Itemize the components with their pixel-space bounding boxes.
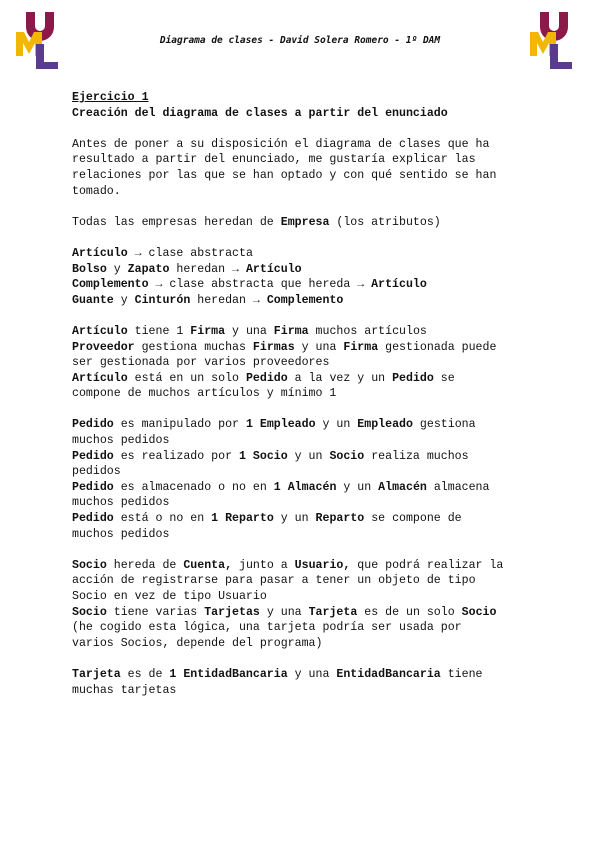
text-segment: y un — [273, 512, 316, 526]
class-name: Usuario, — [294, 558, 351, 572]
class-name: Almacén — [378, 480, 427, 494]
class-name: 1 Reparto — [211, 512, 274, 526]
text-segment: gestionada puede — [378, 340, 497, 354]
class-name: Pedido — [72, 480, 114, 494]
text-segment: muchas tarjetas — [72, 683, 177, 697]
class-name: 1 Socio — [238, 449, 288, 463]
text-segment: pedidos — [72, 465, 121, 479]
text-segment: tiene — [440, 667, 483, 681]
class-name: Socio — [72, 605, 107, 619]
text-segment: (los atributos) — [329, 215, 441, 229]
class-name: Guante — [72, 293, 114, 307]
class-name: Tarjetas — [204, 605, 260, 619]
document-body — [72, 90, 542, 698]
text-line — [72, 511, 542, 527]
intro-line: Antes de poner a su disposición el diagrama de clases que ha — [72, 137, 490, 151]
text-segment: heredan → — [190, 293, 267, 307]
text-segment: y un — [336, 480, 379, 494]
text-segment: almacena — [426, 480, 490, 494]
text-segment: hereda de — [106, 558, 184, 572]
class-name: Socio — [72, 558, 107, 572]
text-segment: compone de muchos artículos y mínimo 1 — [72, 387, 337, 401]
text-segment: y un — [315, 418, 358, 432]
text-segment: heredan → — [169, 262, 246, 276]
text-line — [72, 371, 542, 387]
text-segment: es realizado por — [113, 449, 239, 463]
text-segment: realiza muchos — [364, 449, 469, 463]
text-segment: muchos pedidos — [72, 434, 170, 448]
class-name: Socio — [329, 449, 365, 463]
intro-paragraph — [72, 137, 542, 199]
text-segment: gestiona muchas — [134, 340, 253, 354]
text-segment: → clase abstracta que hereda → — [148, 278, 372, 292]
text-segment: está o no en — [113, 512, 212, 526]
text-line — [72, 386, 542, 402]
class-name: Pedido — [72, 418, 114, 432]
text-line — [72, 573, 542, 589]
text-segment: y una — [287, 667, 337, 681]
text-line — [72, 636, 542, 652]
class-name: 1 Almacén — [273, 480, 337, 494]
text-segment: ser gestionada por varios proveedores — [72, 356, 330, 370]
hierarchy-block — [72, 246, 542, 308]
class-name: Artículo — [72, 324, 128, 338]
relations-pedido-block — [72, 417, 542, 542]
text-line — [72, 215, 542, 231]
class-name: Empleado — [357, 418, 413, 432]
text-segment: tiene 1 — [127, 324, 191, 338]
text-segment: Socio en vez de tipo Usuario — [72, 590, 267, 603]
text-segment: se compone de — [364, 512, 462, 526]
class-name: Socio — [461, 605, 497, 619]
exercise-title: Ejercicio 1 — [72, 91, 149, 104]
text-segment: a la vez y un — [287, 371, 393, 385]
class-name: Firmas — [252, 340, 295, 354]
class-name: Pedido — [72, 449, 114, 463]
text-segment: muchos pedidos — [72, 496, 170, 510]
text-line — [72, 683, 542, 699]
text-segment: es de — [120, 667, 170, 681]
text-segment: tiene varias — [106, 605, 205, 619]
text-segment: es almacenado o no en — [113, 480, 274, 494]
text-line — [72, 620, 542, 636]
class-name: EntidadBancaria — [336, 667, 441, 681]
text-line — [72, 433, 542, 449]
text-line — [72, 355, 542, 371]
class-name: Zapato — [127, 262, 170, 276]
relations-socio-block — [72, 558, 542, 652]
exercise-subtitle: Creación del diagrama de clases a partir del enunciado — [72, 106, 448, 120]
page-header: Diagrama de clases - David Solera Romero - 1º DAM — [159, 35, 441, 46]
class-name: 1 Empleado — [245, 418, 316, 432]
class-name: Artículo — [245, 262, 302, 276]
class-name: Firma — [343, 340, 379, 354]
text-segment: → clase abstracta — [127, 246, 253, 260]
class-name: Pedido — [245, 371, 288, 385]
class-name: Artículo — [72, 246, 128, 260]
class-name: Complemento — [72, 278, 149, 292]
class-name: Tarjeta — [308, 605, 358, 619]
text-segment: es de un solo — [357, 605, 462, 619]
text-segment: junto a — [232, 558, 295, 572]
text-line — [72, 417, 542, 433]
text-segment: muchos artículos — [308, 324, 427, 338]
intro-line: resultado a partir del enunciado, me gustaría explicar las — [72, 153, 476, 167]
class-name: Pedido — [392, 371, 434, 385]
class-name: Tarjeta — [72, 667, 121, 681]
intro-line: tomado. — [72, 184, 121, 198]
text-segment: y — [113, 293, 135, 307]
class-name: Proveedor — [72, 340, 135, 354]
text-segment: que podrá realizar la — [350, 558, 504, 572]
class-name: Artículo — [72, 371, 128, 385]
class-name: Firma — [273, 324, 309, 338]
text-line — [72, 246, 542, 262]
class-name: Cinturón — [134, 293, 191, 307]
class-name: Reparto — [315, 512, 365, 526]
class-name: Empresa — [280, 215, 330, 229]
text-line — [72, 495, 542, 511]
text-segment: es manipulado por — [113, 418, 246, 432]
text-segment: y un — [287, 449, 330, 463]
text-line — [72, 449, 542, 465]
text-line — [72, 589, 542, 605]
text-line — [72, 324, 542, 340]
text-line — [72, 527, 542, 543]
text-line — [72, 480, 542, 496]
text-segment: muchos pedidos — [72, 527, 170, 541]
text-line — [72, 605, 542, 621]
text-segment: y una — [259, 605, 309, 619]
text-line — [72, 293, 542, 309]
text-segment: acción de registrarse para pasar a tener un objeto de tipo — [72, 574, 476, 588]
text-segment: y — [106, 262, 128, 276]
text-line — [72, 667, 542, 683]
text-line — [72, 277, 542, 293]
class-name: Bolso — [72, 262, 107, 276]
text-segment: está en un solo — [127, 371, 246, 385]
text-segment: gestiona — [412, 418, 476, 432]
text-line — [72, 340, 542, 356]
text-segment: y una — [225, 324, 274, 338]
class-name: Artículo — [371, 278, 427, 292]
text-line — [72, 262, 542, 278]
class-name: Pedido — [72, 512, 114, 526]
text-line — [72, 464, 542, 480]
class-name: Firma — [190, 324, 226, 338]
class-name: Complemento — [266, 293, 344, 307]
intro-line: relaciones por las que se han optado y con qué sentido se han — [72, 168, 497, 182]
text-segment: se — [433, 371, 455, 385]
text-segment: y una — [294, 340, 344, 354]
relations-articulo-block — [72, 324, 542, 402]
text-segment: Todas las empresas heredan de — [72, 215, 281, 229]
class-name: 1 EntidadBancaria — [169, 667, 288, 681]
text-segment: (he cogido esta lógica, una tarjeta podría ser usada por — [72, 621, 462, 635]
class-name: Cuenta, — [183, 558, 233, 572]
text-line — [72, 558, 542, 574]
text-segment: varios Socios, depende del programa) — [72, 636, 323, 650]
relations-tarjeta-block — [72, 667, 542, 698]
